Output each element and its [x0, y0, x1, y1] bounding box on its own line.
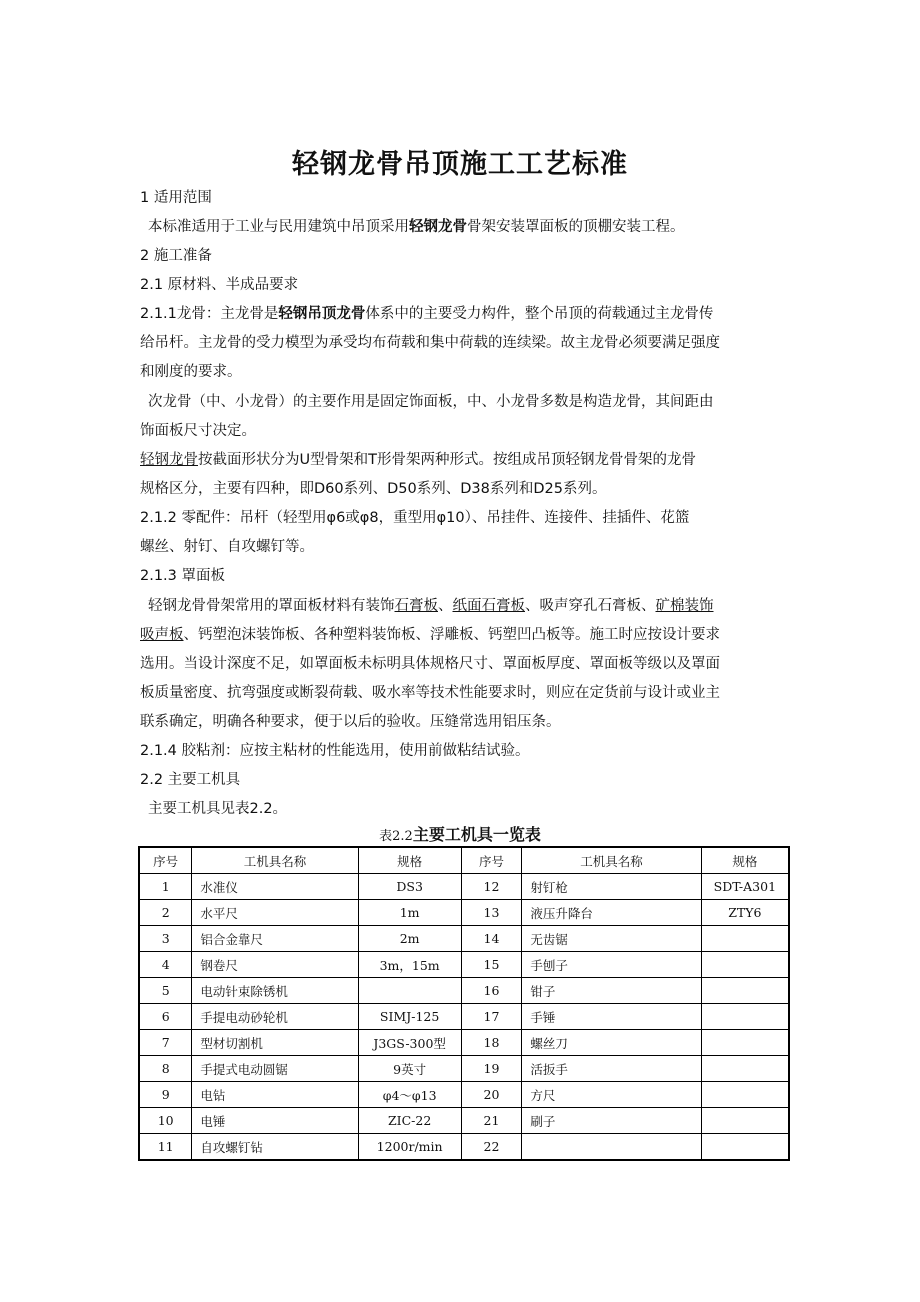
table-cell: [701, 1030, 789, 1056]
text-run: 按截面形状分为U型骨架和T形骨架两种形式。按组成吊顶轻钢龙骨骨架的龙骨: [198, 452, 696, 468]
section-2-1-3-heading: 2.1.3 罩面板: [140, 568, 226, 584]
table-cell: 电钻: [192, 1082, 358, 1108]
table-cell: 射钉枪: [522, 874, 701, 900]
table-cell: 16: [461, 978, 522, 1004]
table-cell: 3: [139, 926, 192, 952]
section-2-1-2-line: 螺丝、射钉、自攻螺钉等。: [140, 539, 314, 555]
table-cell: 钢卷尺: [192, 952, 358, 978]
table-cell: 17: [461, 1004, 522, 1030]
table-caption: [0, 822, 920, 845]
header-cell: 工机具名称: [192, 847, 358, 874]
table-body: [139, 874, 789, 1161]
section-2-2-heading: 2.2 主要工机具: [140, 772, 241, 788]
table-row: [139, 1108, 789, 1134]
text-run: 本标准适用于工业与民用建筑中吊顶采用: [148, 219, 409, 235]
table-row: [139, 1056, 789, 1082]
section-2-1-4-line: 2.1.4 胶粘剂：应按主粘材的性能选用，使用前做粘结试验。: [140, 743, 530, 759]
table-cell: 8: [139, 1056, 192, 1082]
underlined-term: 纸面石膏板: [452, 598, 525, 614]
section-2-1-heading: 2.1 原材料、半成品要求: [140, 277, 299, 293]
table-cell: 螺丝刀: [522, 1030, 701, 1056]
header-cell: 规格: [358, 847, 461, 874]
table-row: [139, 978, 789, 1004]
table-cell: 型材切割机: [192, 1030, 358, 1056]
text-run: 2.1.1龙骨：主龙骨是: [140, 306, 279, 322]
table-cell: [701, 978, 789, 1004]
table-cell: 21: [461, 1108, 522, 1134]
table-cell: 20: [461, 1082, 522, 1108]
table-row: [139, 1134, 789, 1161]
table-cell: 15: [461, 952, 522, 978]
table-cell: 2: [139, 900, 192, 926]
section-1-heading: 1 适用范围: [140, 190, 212, 206]
header-cell: 规格: [701, 847, 789, 874]
section-2-1-1-line: 和刚度的要求。: [140, 364, 242, 380]
table-cell: 13: [461, 900, 522, 926]
table-row: [139, 874, 789, 900]
table-cell: [701, 1082, 789, 1108]
table-cell: 1200r/min: [358, 1134, 461, 1161]
table-cell: 2m: [358, 926, 461, 952]
header-cell: 工机具名称: [522, 847, 701, 874]
tools-table: [138, 846, 790, 1161]
table-cell: 19: [461, 1056, 522, 1082]
table-cell: [701, 1134, 789, 1161]
table-cell: [701, 1004, 789, 1030]
section-2-2-body: 主要工机具见表2.2。: [148, 801, 288, 817]
table-cell: [701, 926, 789, 952]
text-run: 、: [438, 598, 453, 614]
table-cell: 7: [139, 1030, 192, 1056]
table-cell: SIMJ-125: [358, 1004, 461, 1030]
section-2-1-1-line: [140, 304, 800, 324]
table-row: [139, 900, 789, 926]
header-cell: 序号: [461, 847, 522, 874]
table-cell: 液压升降台: [522, 900, 701, 926]
table-cell: 14: [461, 926, 522, 952]
table-cell: 电动针束除锈机: [192, 978, 358, 1004]
section-2-1-3-line: 选用。当设计深度不足，如罩面板未标明具体规格尺寸、罩面板厚度、罩面板等级以及罩面: [140, 656, 720, 672]
section-2-1-2-line: 2.1.2 零配件：吊杆（轻型用φ6或φ8，重型用φ10）、吊挂件、连接件、挂插件、花篮: [140, 510, 690, 526]
table-cell: 活扳手: [522, 1056, 701, 1082]
table-cell: ZIC-22: [358, 1108, 461, 1134]
table-row: [139, 926, 789, 952]
table-cell: 9英寸: [358, 1056, 461, 1082]
table-cell: 4: [139, 952, 192, 978]
section-2-1-3-line: 联系确定，明确各种要求，便于以后的验收。压缝常选用铝压条。: [140, 714, 561, 730]
underlined-term: 石膏板: [394, 598, 438, 614]
table-header-row: [139, 847, 789, 874]
table-cell: 钳子: [522, 978, 701, 1004]
table-cell: [358, 978, 461, 1004]
table-cell: 12: [461, 874, 522, 900]
table-cell: J3GS-300型: [358, 1030, 461, 1056]
bold-term: 轻钢吊顶龙骨: [278, 306, 366, 322]
text-run: 、吸声穿孔石膏板、: [525, 598, 656, 614]
section-2-1-1-line: 给吊杆。主龙骨的受力模型为承受均布荷载和集中荷载的连续梁。故主龙骨必须要满足强度: [140, 335, 720, 351]
text-run: 体系中的主要受力构件，整个吊顶的荷载通过主龙骨传: [365, 306, 714, 322]
table-cell: 11: [139, 1134, 192, 1161]
table-cell: 22: [461, 1134, 522, 1161]
table-cell: 自攻螺钉钻: [192, 1134, 358, 1161]
table-cell: 方尺: [522, 1082, 701, 1108]
section-2-1-1-line: 次龙骨（中、小龙骨）的主要作用是固定饰面板，中、小龙骨多数是构造龙骨，其间距由: [148, 394, 714, 410]
section-2-heading: 2 施工准备: [140, 248, 212, 264]
document-title: 轻钢龙骨吊顶施工工艺标准: [292, 149, 628, 180]
table-cell: 1: [139, 874, 192, 900]
table-cell: [701, 1056, 789, 1082]
table-row: [139, 952, 789, 978]
text-run: 骨架安装罩面板的顶棚安装工程。: [467, 219, 685, 235]
caption-title: 主要工机具一览表: [412, 825, 541, 844]
caption-prefix: 表2.2: [379, 829, 413, 844]
table-cell: 无齿锯: [522, 926, 701, 952]
section-2-1-3-line: [148, 596, 808, 616]
underlined-term: 矿棉装饰: [655, 598, 714, 614]
section-2-1-1-line: 饰面板尺寸决定。: [140, 423, 256, 439]
table-cell: [701, 1108, 789, 1134]
table-cell: 手锤: [522, 1004, 701, 1030]
bold-term: 轻钢龙骨: [409, 219, 467, 235]
table-cell: 水平尺: [192, 900, 358, 926]
table-cell: 18: [461, 1030, 522, 1056]
table-cell: 6: [139, 1004, 192, 1030]
section-1-body: [148, 217, 808, 237]
table-cell: [522, 1134, 701, 1161]
table-cell: 铝合金靠尺: [192, 926, 358, 952]
section-2-1-3-line: 板质量密度、抗弯强度或断裂荷载、吸水率等技术性能要求时，则应在定货前与设计或业主: [140, 685, 720, 701]
table-cell: SDT-A301: [701, 874, 789, 900]
table-cell: 电锤: [192, 1108, 358, 1134]
section-2-1-1-line: [140, 450, 800, 470]
table-cell: ZTY6: [701, 900, 789, 926]
table-cell: 手提电动砂轮机: [192, 1004, 358, 1030]
section-2-1-1-line: 规格区分，主要有四种，即D60系列、D50系列、D38系列和D25系列。: [140, 481, 607, 497]
text-run: 、钙塑泡沫装饰板、各种塑料装饰板、浮雕板、钙塑凹凸板等。施工时应按设计要求: [183, 627, 720, 643]
table-row: [139, 1030, 789, 1056]
table-cell: 9: [139, 1082, 192, 1108]
table-cell: [701, 952, 789, 978]
table-cell: φ4～φ13: [358, 1082, 461, 1108]
table-cell: 1m: [358, 900, 461, 926]
table-cell: 3m，15m: [358, 952, 461, 978]
table-cell: 刷子: [522, 1108, 701, 1134]
header-cell: 序号: [139, 847, 192, 874]
table-cell: 水准仪: [192, 874, 358, 900]
table-cell: DS3: [358, 874, 461, 900]
table-cell: 10: [139, 1108, 192, 1134]
underlined-term: 轻钢龙骨: [140, 452, 198, 468]
section-2-1-3-line: [140, 625, 800, 645]
table-cell: 手提式电动圆锯: [192, 1056, 358, 1082]
text-run: 轻钢龙骨骨架常用的罩面板材料有装饰: [148, 598, 395, 614]
table-cell: 手刨子: [522, 952, 701, 978]
table-row: [139, 1004, 789, 1030]
table-row: [139, 1082, 789, 1108]
underlined-term: 吸声板: [140, 627, 184, 643]
table-cell: 5: [139, 978, 192, 1004]
